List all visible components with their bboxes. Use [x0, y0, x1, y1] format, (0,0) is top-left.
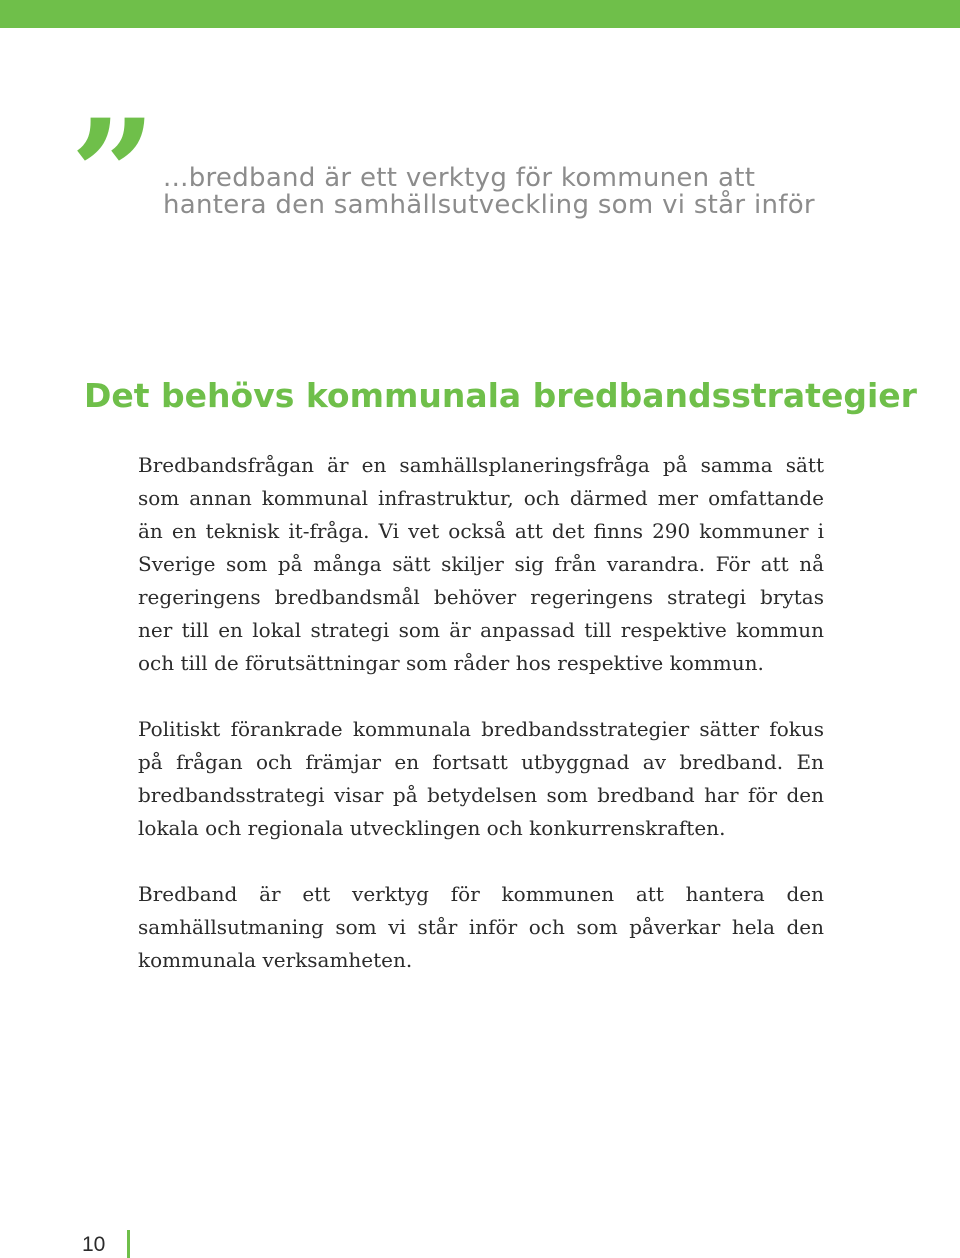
page-number: 10	[82, 1233, 106, 1256]
page-number-divider	[127, 1230, 130, 1258]
pull-quote	[163, 165, 923, 219]
pull-quote-line-2: hantera den samhällsutveckling som vi står inför	[163, 190, 815, 220]
top-accent-bar	[0, 0, 960, 28]
quotation-mark-icon: ”	[70, 87, 143, 263]
section-heading: Det behövs kommunala bredbandsstrategier	[84, 376, 917, 416]
paragraph-3: Bredband är ett verktyg för kommunen att hantera den samhällsutmaning som vi står inför och som påverkar hela den kommunala verksamheten.	[138, 882, 824, 972]
paragraph-1: Bredbandsfrågan är en samhällsplaneringsfråga på samma sätt som annan kommunal infrastruktur, och därmed mer omfattande än en teknisk it-fråga. Vi vet också att det finns 290 kommuner i Sverige som på många sätt skiljer sig från varandra. För att nå regeringens bredbandsmål behöver regeringens strategi brytas ner till en lokal strategi som är anpassad till respektive kommun och till de förutsättningar som råder hos respektive kommun.	[138, 453, 824, 675]
body-text	[138, 449, 824, 1010]
pull-quote-line-1: ...bredband är ett verktyg för kommunen att	[163, 163, 756, 193]
paragraph-2: Politiskt förankrade kommunala bredbandsstrategier sätter fokus på frågan och främjar en fortsatt utbyggnad av bredband. En bredbandsstrategi visar på betydelsen som bredband har för den lokala och regionala utvecklingen och konkurrenskraften.	[138, 717, 824, 840]
